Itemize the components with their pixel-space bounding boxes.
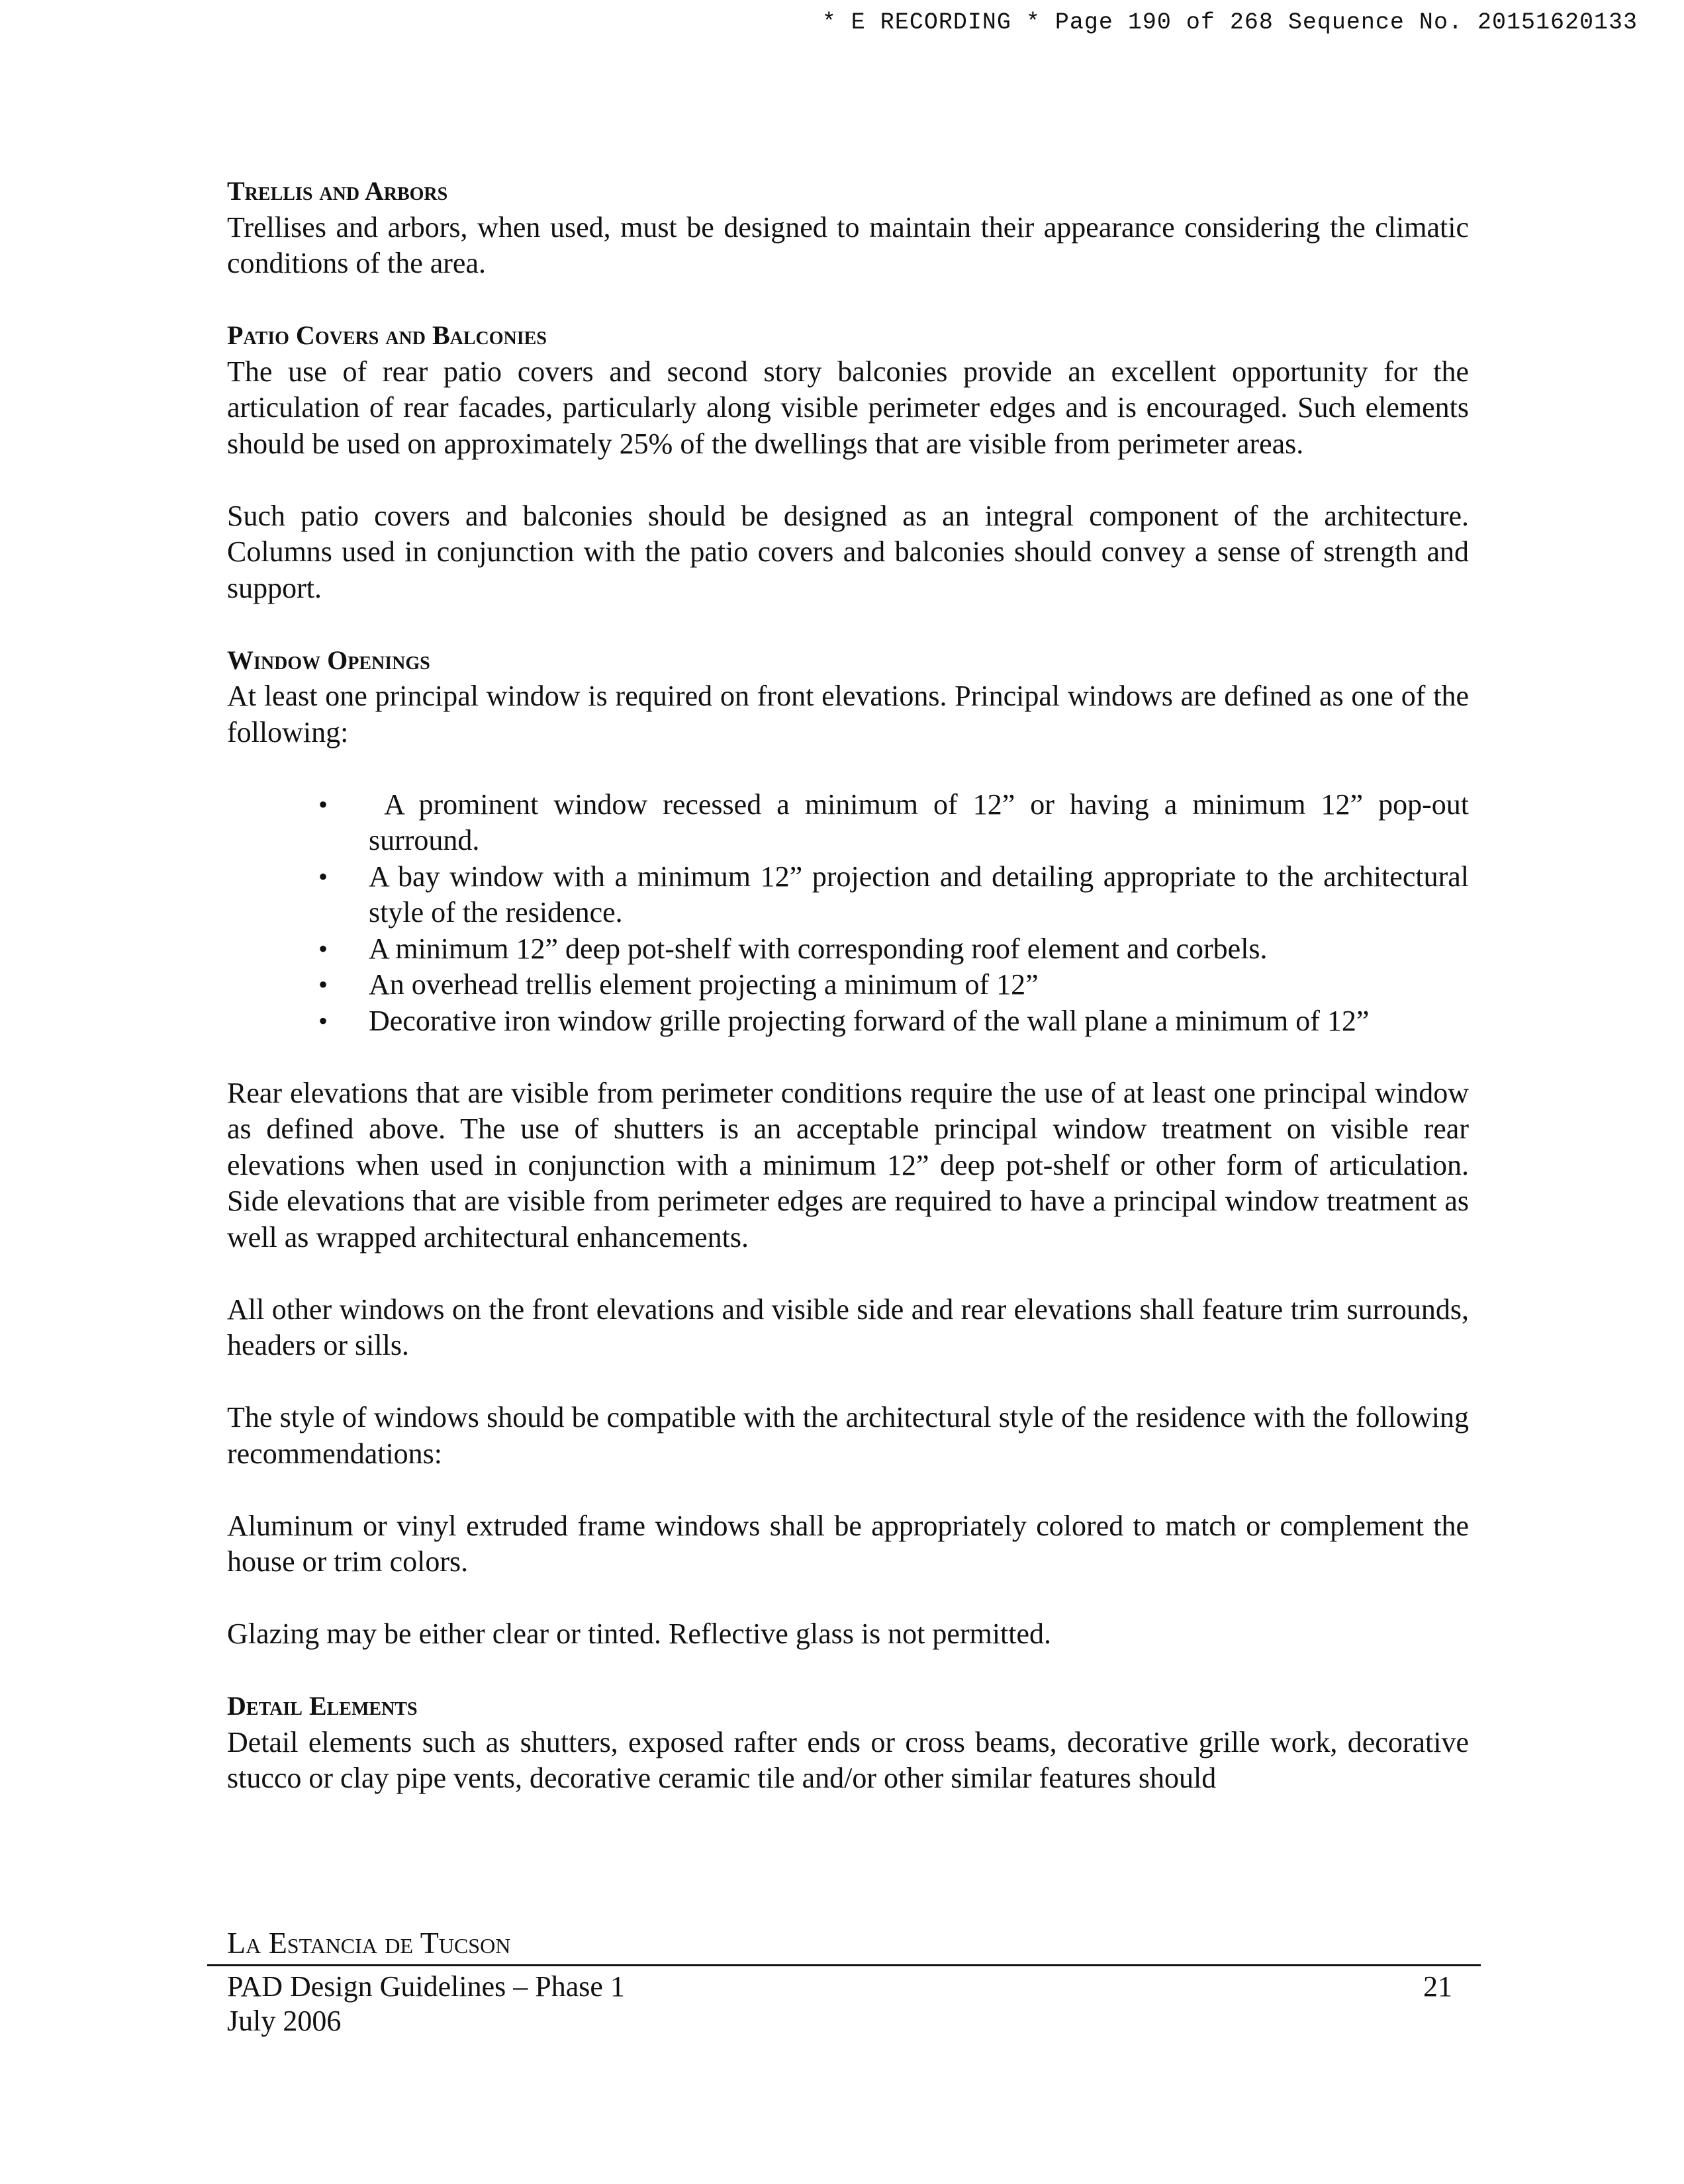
list-item-text: A minimum 12” deep pot-shelf with corresponding roof element and corbels. (369, 932, 1268, 965)
section-trellis (227, 173, 1469, 282)
footer-project-title: La Estancia de Tucson (227, 1926, 511, 1960)
bullet-icon: • (318, 933, 328, 964)
patio-paragraph-2: Such patio covers and balconies should be designed as an integral component of the architecture. Columns used in conjunction with the patio covers and balconies should convey a sense of strength and support. (227, 499, 1469, 604)
list-item-text: A bay window with a minimum 12” projection and detailing appropriate to the architectural style of the residence. (369, 860, 1469, 929)
principal-window-list (227, 787, 1477, 1040)
aluminum-frame-paragraph: Aluminum or vinyl extruded frame windows shall be appropriately colored to match or complement the house or trim colors. (227, 1509, 1469, 1578)
list-item (318, 1003, 1469, 1040)
detail-elements-paragraph: Detail elements such as shutters, exposed rafter ends or cross beams, decorative grille work, decorative stucco or clay pipe vents, decorative ceramic tile and/or other similar features should (227, 1725, 1469, 1794)
section-window-openings (227, 643, 1477, 1653)
page-number: 21 (1423, 1970, 1452, 2003)
section-heading-patio-covers: Patio Covers and Balconies (227, 320, 547, 350)
bullet-icon: • (318, 1005, 328, 1036)
list-item-text: Decorative iron window grille projecting forward of the wall plane a minimum of 12” (369, 1004, 1370, 1037)
list-item (318, 967, 1469, 1003)
section-heading-window-openings: Window Openings (227, 645, 430, 675)
list-item (318, 787, 1477, 859)
list-item (318, 859, 1469, 931)
window-style-paragraph: The style of windows should be compatible with the architectural style of the residence with the following recommendations: (227, 1401, 1469, 1470)
document-body (227, 173, 1477, 1833)
other-windows-paragraph: All other windows on the front elevations and visible side and rear elevations shall feature trim surrounds, headers or sills. (227, 1293, 1469, 1361)
section-detail-elements (227, 1688, 1469, 1797)
recording-header: * E RECORDING * Page 190 of 268 Sequence No. 20151620133 (821, 9, 1638, 36)
window-intro-paragraph: At least one principal window is required on front elevations. Principal windows are defined as one of the following: (227, 680, 1469, 749)
rear-elevations-paragraph: Rear elevations that are visible from perimeter conditions require the use of at least one principal window as defined above. The use of shutters is an acceptable principal window treatment on visible rear elevations when used in conjunction with a minimum 12” deep pot-shelf or other form of articulation. Side elevations that are visible from perimeter edges are required to have a principal window treatment as well as wrapped architectural enhancements. (227, 1076, 1469, 1253)
footer-subtitle: PAD Design Guidelines – Phase 1 (227, 1970, 625, 2003)
page-footer (227, 1925, 1469, 2038)
list-item-text: An overhead trellis element projecting a minimum of 12” (369, 968, 1039, 1001)
list-item (318, 931, 1469, 968)
list-item-text: A prominent window recessed a minimum of 12” or having a minimum 12” pop-out surround. (369, 788, 1477, 856)
section-patio-covers (227, 318, 1469, 606)
section-heading-trellis: Trellis and Arbors (227, 176, 448, 206)
section-heading-detail-elements: Detail Elements (227, 1691, 418, 1721)
footer-date: July 2006 (227, 2005, 342, 2037)
bullet-icon: • (318, 970, 328, 999)
glazing-paragraph: Glazing may be either clear or tinted. Reflective glass is not permitted. (227, 1617, 1052, 1650)
bullet-icon: • (318, 861, 328, 891)
trellis-paragraph: Trellises and arbors, when used, must be designed to maintain their appearance considering the climatic conditions of the area. (227, 210, 1469, 279)
footer-subtitle-row (227, 1970, 1469, 2004)
bullet-icon: • (318, 789, 328, 819)
footer-divider (207, 1964, 1481, 1966)
patio-paragraph-1: The use of rear patio covers and second story balconies provide an excellent opportunity for the articulation of rear facades, particularly along visible perimeter edges and is encouraged. Such elements should be used on approximately 25% of the dwellings that are visible from perimeter areas. (227, 355, 1469, 460)
